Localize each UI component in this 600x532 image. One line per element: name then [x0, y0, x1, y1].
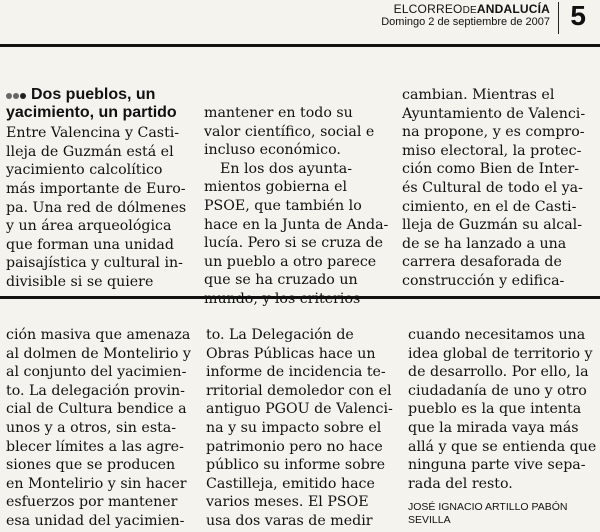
author-name: JOSÉ IGNACIO ARTILLO PABÓN — [408, 501, 568, 514]
article-headline — [6, 86, 194, 122]
column-3-text: cambian. Mientras el Ayuntamiento de Valenci- na propone, y es compro- miso electoral, la protec- ción como Bien de Inter- és Cultural de todo el ya- cimiento, en el de Casti- lleja de Guzmán su alcal- de se ha lanzado a una carrera desaforada de construcción y edifica- — [402, 87, 586, 289]
column-2-text-a: mantener en todo su valor científico, social e incluso económico. — [204, 105, 375, 159]
column-6-text: cuando necesitamos una idea global de territorio y de desarrollo. Por ello, la ciudadanía de uno y otro pueblo es la que intenta que la mirada vaya más allá y que se entienda que ninguna parte vive sepa- rada del resto. — [408, 327, 597, 492]
middle-rule — [0, 296, 600, 299]
author-city: SEVILLA — [408, 514, 451, 527]
headline-text: Dos pueblos, un yacimiento, un partido — [6, 86, 177, 122]
page-number: 5 — [570, 0, 586, 31]
newspaper-name-bold: ANDALUCÍA — [476, 2, 550, 16]
article-signature — [408, 501, 598, 527]
bullet-dots-icon — [6, 86, 27, 104]
article-column-4 — [6, 326, 200, 531]
top-rule — [0, 44, 600, 47]
header-separator — [558, 2, 559, 34]
column-1-text: Entre Valencina y Casti- lleja de Guzmán está el yacimiento calcolítico más importante de Euro- pa. Una red de dólmenes y un área arqueológica que forman una unidad paisajística y cultural in- divisible si se quiere — [6, 125, 187, 290]
article-column-1 — [6, 86, 194, 292]
newspaper-name — [394, 2, 550, 16]
column-5-text: to. La Delegación de Obras Públicas hace un informe de incidencia te- rritorial demoledor con el antiguo PGOU de Valenci- na y su impacto sobre el patrimonio pero no hace público su informe sobre Castilleja, emitido hace varios meses. El PSOE usa dos varas de medir — [206, 327, 393, 529]
newspaper-name-part: ELCORREO — [393, 2, 463, 16]
page-header — [0, 0, 600, 34]
column-2-text-b: En los dos ayunta- mientos gobierna el PSOE, que también lo hace en la Junta de Anda- lucía. Pero si se cruza de un pueblo a otro parece que se ha cruzado un — [204, 160, 389, 289]
article-column-2 — [204, 104, 394, 309]
newspaper-name-de: DE — [462, 5, 477, 16]
article-column-6 — [408, 326, 598, 527]
article-column-3 — [402, 86, 598, 291]
issue-date: Domingo 2 de septiembre de 2007 — [381, 16, 550, 28]
article-column-5 — [206, 326, 400, 531]
column-4-text: ción masiva que amenaza al dolmen de Montelirio y al conjunto del yacimien- to. La delegación provin- cial de Cultura bendice a unos y a otros, sin esta- blecer límites a las agre- siones que se producen en Montelirio y sin hacer esfuerzos por mantener esa unidad del yacimien- — [6, 327, 191, 529]
